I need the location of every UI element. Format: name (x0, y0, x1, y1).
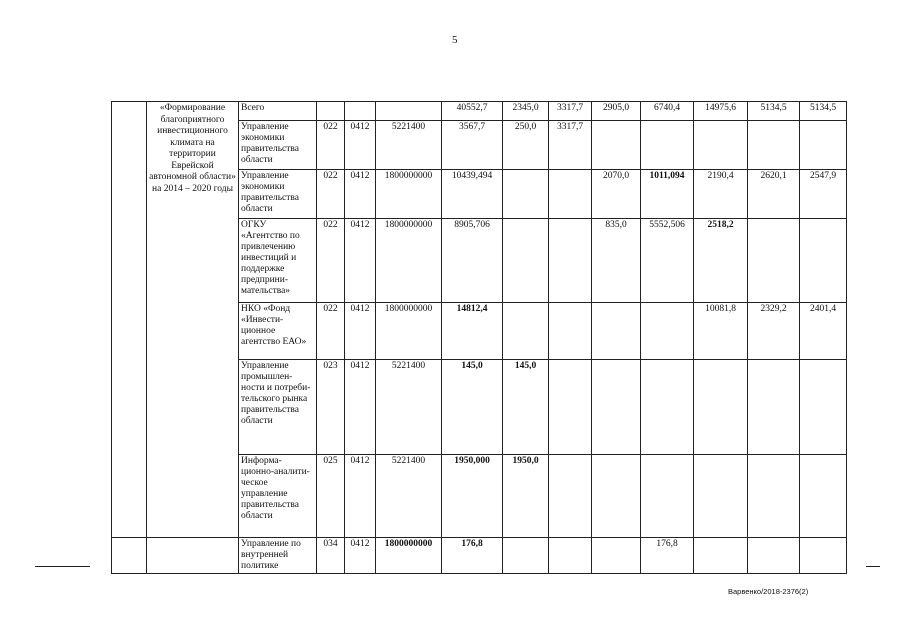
year-2017-cell: 1011,094 (641, 170, 694, 219)
csr-cell: 1800000000 (376, 538, 442, 574)
rzpr-cell: 0412 (345, 219, 376, 303)
program-title: «Формирование благоприятного инвестиционного климата на территории Еврейской автономной области» на 2014 – 2020 годы (147, 102, 239, 538)
executor-cell: ОГКУ «Агентство по привлечению инвестиций и поддержке предприни-мательства» (239, 219, 317, 303)
total-cell: 3567,7 (442, 121, 503, 170)
year-2014-cell (503, 219, 549, 303)
year-2020-cell: 5134,5 (800, 102, 847, 121)
year-2016-cell: 2905,0 (592, 102, 641, 121)
year-2017-cell (641, 360, 694, 455)
year-2020-cell (800, 219, 847, 303)
year-2016-cell (592, 360, 641, 455)
year-2017-cell: 5552,506 (641, 219, 694, 303)
year-2014-cell (503, 303, 549, 360)
total-cell: 10439,494 (442, 170, 503, 219)
year-2020-cell: 2547,9 (800, 170, 847, 219)
grbs-cell: 022 (317, 219, 345, 303)
grbs-cell: 023 (317, 360, 345, 455)
total-cell: 145,0 (442, 360, 503, 455)
empty-cell (112, 102, 147, 538)
year-2018-cell: 2518,2 (694, 219, 748, 303)
margin-line-right (866, 566, 880, 567)
total-cell: 8905,706 (442, 219, 503, 303)
csr-cell: 5221400 (376, 455, 442, 538)
grbs-cell: 022 (317, 121, 345, 170)
csr-cell: 5221400 (376, 121, 442, 170)
csr-cell: 1800000000 (376, 303, 442, 360)
year-2020-cell (800, 455, 847, 538)
grbs-cell: 022 (317, 170, 345, 219)
year-2015-cell (549, 170, 592, 219)
csr-cell (376, 102, 442, 121)
year-2020-cell (800, 538, 847, 574)
year-2020-cell (800, 121, 847, 170)
rzpr-cell: 0412 (345, 303, 376, 360)
year-2015-cell (549, 219, 592, 303)
year-2020-cell: 2401,4 (800, 303, 847, 360)
csr-cell: 5221400 (376, 360, 442, 455)
total-cell: 14812,4 (442, 303, 503, 360)
table-row (112, 102, 847, 121)
year-2014-cell: 145,0 (503, 360, 549, 455)
year-2017-cell: 6740,4 (641, 102, 694, 121)
rzpr-cell: 0412 (345, 170, 376, 219)
year-2017-cell: 176,8 (641, 538, 694, 574)
year-2018-cell (694, 360, 748, 455)
year-2018-cell: 14975,6 (694, 102, 748, 121)
year-2014-cell: 1950,0 (503, 455, 549, 538)
year-2014-cell (503, 170, 549, 219)
year-2017-cell (641, 303, 694, 360)
year-2014-cell: 250,0 (503, 121, 549, 170)
year-2018-cell (694, 538, 748, 574)
year-2015-cell (549, 303, 592, 360)
year-2014-cell (503, 538, 549, 574)
year-2016-cell (592, 121, 641, 170)
year-2018-cell (694, 455, 748, 538)
year-2018-cell (694, 121, 748, 170)
year-2016-cell: 835,0 (592, 219, 641, 303)
rzpr-cell: 0412 (345, 360, 376, 455)
year-2018-cell: 10081,8 (694, 303, 748, 360)
rzpr-cell: 0412 (345, 455, 376, 538)
table-row (112, 538, 847, 574)
margin-line-left (35, 566, 90, 567)
executor-cell: Информа-ционно-аналити-ческое управление правительства области (239, 455, 317, 538)
year-2019-cell (748, 219, 800, 303)
page-number: 5 (452, 34, 458, 46)
empty-cell (147, 538, 239, 574)
year-2019-cell: 5134,5 (748, 102, 800, 121)
executor-cell: Всего (239, 102, 317, 121)
empty-cell (112, 538, 147, 574)
year-2019-cell (748, 455, 800, 538)
year-2019-cell (748, 538, 800, 574)
year-2017-cell (641, 455, 694, 538)
rzpr-cell: 0412 (345, 121, 376, 170)
year-2015-cell (549, 538, 592, 574)
year-2016-cell (592, 455, 641, 538)
total-cell: 176,8 (442, 538, 503, 574)
grbs-cell: 022 (317, 303, 345, 360)
budget-table (111, 101, 847, 574)
executor-cell: Управление промышлен-ности и потреби-тельского рынка правительства области (239, 360, 317, 455)
total-cell: 40552,7 (442, 102, 503, 121)
rzpr-cell: 0412 (345, 538, 376, 574)
year-2016-cell (592, 538, 641, 574)
year-2019-cell: 2620,1 (748, 170, 800, 219)
grbs-cell (317, 102, 345, 121)
grbs-cell: 025 (317, 455, 345, 538)
executor-cell: Управление экономики правительства области (239, 170, 317, 219)
grbs-cell: 034 (317, 538, 345, 574)
csr-cell: 1800000000 (376, 219, 442, 303)
year-2015-cell: 3317,7 (549, 121, 592, 170)
year-2015-cell (549, 360, 592, 455)
total-cell: 1950,000 (442, 455, 503, 538)
document-code: Варвенко/2018-2376(2) (728, 587, 809, 596)
year-2014-cell: 2345,0 (503, 102, 549, 121)
year-2019-cell (748, 360, 800, 455)
year-2017-cell (641, 121, 694, 170)
executor-cell: Управление по внутренней политике (239, 538, 317, 574)
year-2018-cell: 2190,4 (694, 170, 748, 219)
year-2019-cell: 2329,2 (748, 303, 800, 360)
year-2020-cell (800, 360, 847, 455)
executor-cell: Управление экономики правительства области (239, 121, 317, 170)
year-2015-cell (549, 455, 592, 538)
year-2016-cell: 2070,0 (592, 170, 641, 219)
year-2015-cell: 3317,7 (549, 102, 592, 121)
year-2019-cell (748, 121, 800, 170)
executor-cell: НКО «Фонд «Инвести-ционное агентство ЕАО» (239, 303, 317, 360)
csr-cell: 1800000000 (376, 170, 442, 219)
rzpr-cell (345, 102, 376, 121)
year-2016-cell (592, 303, 641, 360)
